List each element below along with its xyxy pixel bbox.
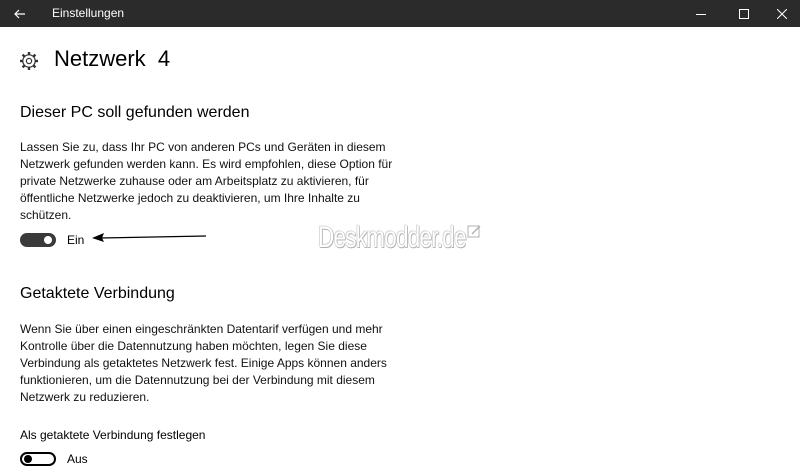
metered-description: Wenn Sie über einen eingeschränkten Datentarif verfügen und mehr Kontrolle über die Datennutzung haben möchten, legen Sie diese Verbindung als getaktetes Netzwerk fest. Einige Apps können anders funktionieren, um die Datennutzung bei der Verbindung mit diesem Netzwerk zu reduzieren.: [20, 322, 387, 404]
discovery-toggle-state: Ein: [67, 233, 85, 247]
metered-toggle-state: Aus: [67, 452, 88, 466]
watermark-text: Deskmodder.de: [318, 221, 466, 254]
minimize-icon: [696, 9, 706, 19]
discovery-description: Lassen Sie zu, dass Ihr PC von anderen PCs und Geräten in diesem Netzwerk gefunden werden kann. Es wird empfohlen, diese Option für private Netzwerke zuhause oder am Arbeitsplatz zu aktivieren, für öffentliche Netzwerke jedoch zu deaktivieren, um Ihre Inhalte zu schützen.: [20, 140, 393, 222]
window-title: Einstellungen: [52, 6, 125, 20]
metered-field-label: Als getaktete Verbindung festlegen: [20, 428, 206, 442]
maximize-icon: [739, 9, 749, 19]
annotation-arrow-icon: [92, 230, 208, 244]
toggle-knob: [24, 455, 32, 463]
metered-heading: Getaktete Verbindung: [20, 285, 175, 302]
minimize-button[interactable]: [683, 0, 718, 27]
discovery-toggle[interactable]: [20, 233, 56, 247]
back-arrow-icon: [14, 9, 26, 19]
toggle-knob: [44, 236, 52, 244]
discovery-heading: Dieser PC soll gefunden werden: [20, 104, 250, 121]
page-title: Netzwerk 4: [54, 46, 171, 71]
close-button[interactable]: [764, 0, 799, 27]
metered-toggle[interactable]: [20, 452, 56, 466]
close-icon: [777, 9, 787, 19]
watermark-edit-icon: [467, 224, 482, 239]
back-button[interactable]: [0, 0, 40, 27]
gear-icon: [19, 51, 39, 71]
title-bar: [0, 0, 800, 27]
watermark: [318, 221, 466, 255]
maximize-button[interactable]: [726, 0, 761, 27]
